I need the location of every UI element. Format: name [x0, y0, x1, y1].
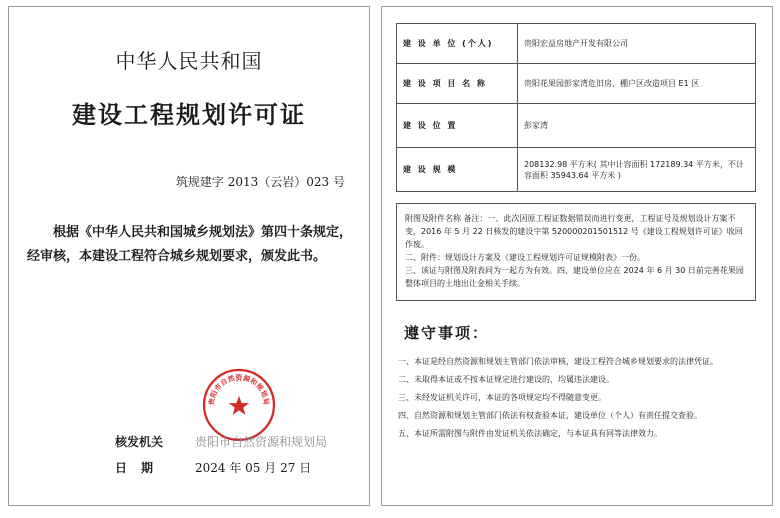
- certificate-cover-page: [8, 6, 370, 506]
- row-label: 建 设 位 置: [397, 104, 518, 148]
- country-name: 中华人民共和国: [115, 49, 263, 73]
- issue-date-row: [115, 459, 311, 476]
- date-label: 日期: [115, 461, 168, 475]
- issuer-row: [115, 433, 328, 450]
- table-row: [397, 24, 756, 64]
- annex-paragraph: 三、该证与附图及附表同为一起方为有效。四、建设单位应在 2024 年 6 月 30 日前完善花果园整体项目的土地出让金相关手续。: [405, 266, 744, 288]
- certificate-statement: 根据《中华人民共和国城乡规划法》第四十条规定，经审核，本建设工程符合城乡规划要求，颁发此书。: [27, 225, 353, 264]
- row-value: 208132.98 平方米( 其中计容面积 172189.34 平方米，不计容面积 35943.64 平方米 ): [518, 148, 756, 192]
- annex-paragraph: 附图及附件名称 备注：一、此次因原工程证数据错误而进行变更，工程证号及规划设计方案不变，2016 年 5 月 22 日核发的建设字第 520000201501512 号《建设工程规划许可证》收回作废。: [405, 214, 743, 249]
- notice-list: [398, 355, 760, 445]
- list-item: 四、自然资源和规划主管部门依法有权查验本证，建设单位（个人）有责任提交查验。: [398, 411, 702, 420]
- annex-paragraph: 二、附件：规划设计方案及《建设工程规划许可证规模附表》一份。: [405, 253, 645, 262]
- row-label: 建 设 规 模: [397, 148, 518, 192]
- row-value: 贵阳宏益房地产开发有限公司: [518, 24, 756, 64]
- annex-remarks: [396, 203, 756, 301]
- date-value: 2024 年 05 月 27 日: [195, 461, 312, 475]
- list-item: 三、未经发证机关许可，本证的各项规定均不得随意变更。: [398, 393, 606, 402]
- project-info-table: [396, 23, 756, 192]
- certificate-title: 建设工程规划许可证: [72, 101, 306, 129]
- certificate-number: 筑规建字 2013（云岩）023 号: [175, 175, 345, 189]
- official-seal: [201, 367, 277, 443]
- table-row: [397, 64, 756, 104]
- notice-heading: 遵守事项：: [404, 324, 490, 342]
- row-value: 彭家湾: [518, 104, 756, 148]
- row-value: 贵阳花果园彭家湾危旧房、棚户区改造项目 E1 区: [518, 64, 756, 104]
- list-item: 一、本证是经自然资源和规划主管部门依法审核，建设工程符合城乡规划要求的法律凭证。: [398, 357, 718, 366]
- issuer-value: 贵阳市自然资源和规划局: [195, 435, 328, 449]
- row-label: 建 设 单 位 (个人): [397, 24, 518, 64]
- row-label: 建 设 项 目 名 称: [397, 64, 518, 104]
- seal-star-icon: [229, 396, 250, 415]
- issuer-label: 核发机关: [115, 435, 164, 449]
- list-item: 五、本证所需附图与附件由发证机关依法确定，与本证具有同等法律效力。: [398, 429, 662, 438]
- seal-text: 贵阳市自然资源和规划局: [207, 373, 271, 406]
- table-row: [397, 148, 756, 192]
- certificate-detail-page: [381, 6, 773, 506]
- list-item: 二、未取得本证或不按本证规定进行建设的，均属违法建设。: [398, 375, 614, 384]
- table-row: [397, 104, 756, 148]
